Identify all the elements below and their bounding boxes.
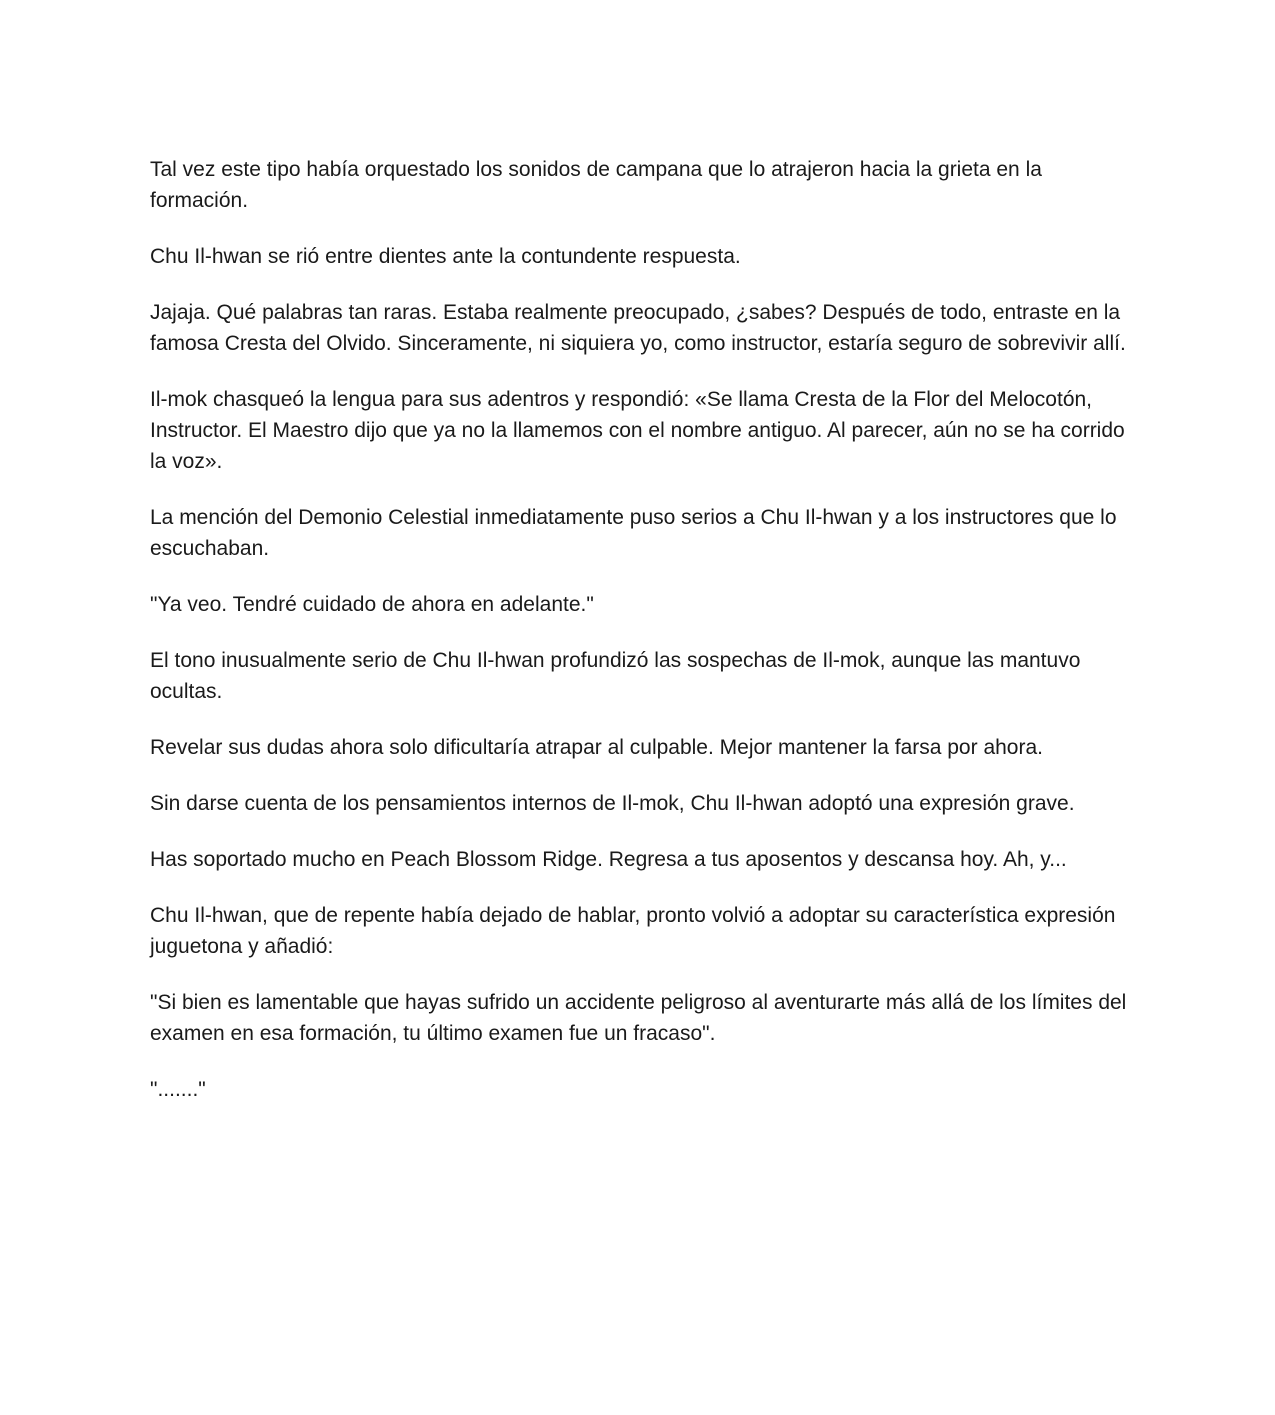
paragraph-5: La mención del Demonio Celestial inmediatamente puso serios a Chu Il-hwan y a los instructores que lo escuchaban. bbox=[150, 506, 1117, 560]
paragraph-2: Chu Il-hwan se rió entre dientes ante la contundente respuesta. bbox=[150, 245, 741, 268]
paragraph-6: "Ya veo. Tendré cuidado de ahora en adelante." bbox=[150, 593, 594, 616]
paragraph-7: El tono inusualmente serio de Chu Il-hwan profundizó las sospechas de Il-mok, aunque las mantuvo ocultas. bbox=[150, 649, 1081, 703]
paragraph-10: Has soportado mucho en Peach Blossom Ridge. Regresa a tus aposentos y descansa hoy. Ah, y... bbox=[150, 848, 1067, 871]
paragraph-13: "......." bbox=[150, 1078, 206, 1101]
paragraph-3: Jajaja. Qué palabras tan raras. Estaba realmente preocupado, ¿sabes? Después de todo, entraste en la famosa Cresta del Olvido. Sinceramente, ni siquiera yo, como instructor, estaría seguro de sobrevivir allí. bbox=[150, 301, 1126, 355]
paragraph-8: Revelar sus dudas ahora solo dificultaría atrapar al culpable. Mejor mantener la farsa por ahora. bbox=[150, 736, 1043, 759]
paragraph-1: Tal vez este tipo había orquestado los sonidos de campana que lo atrajeron hacia la grieta en la formación. bbox=[150, 158, 1042, 212]
paragraph-4: Il-mok chasqueó la lengua para sus adentros y respondió: «Se llama Cresta de la Flor del Melocotón, Instructor. El Maestro dijo que ya no la llamemos con el nombre antiguo. Al parecer, aún no se ha corrido la voz». bbox=[150, 388, 1125, 473]
document-page bbox=[150, 154, 1140, 1130]
paragraph-12: "Si bien es lamentable que hayas sufrido un accidente peligroso al aventurarte más allá de los límites del examen en esa formación, tu último examen fue un fracaso". bbox=[150, 991, 1127, 1045]
paragraph-9: Sin darse cuenta de los pensamientos internos de Il-mok, Chu Il-hwan adoptó una expresión grave. bbox=[150, 792, 1075, 815]
paragraph-11: Chu Il-hwan, que de repente había dejado de hablar, pronto volvió a adoptar su característica expresión juguetona y añadió: bbox=[150, 904, 1116, 958]
